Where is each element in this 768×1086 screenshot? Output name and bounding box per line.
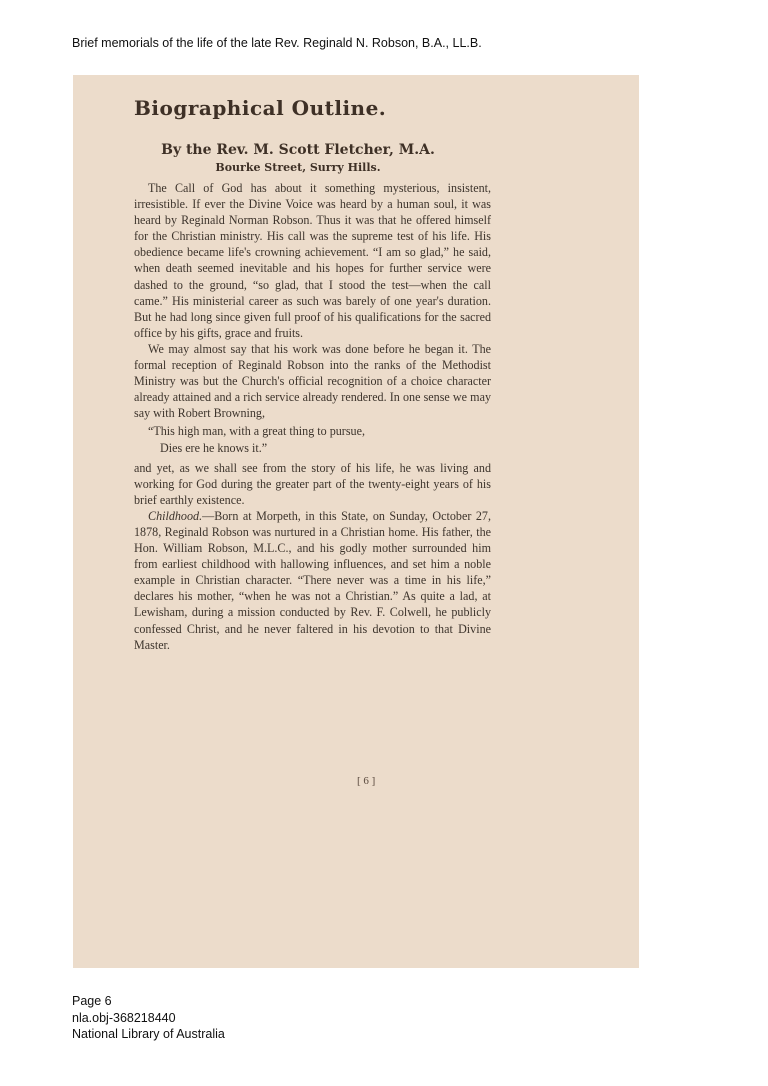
body-text [134,180,491,653]
author-byline: By the Rev. M. Scott Fletcher, M.A. [161,142,435,158]
paragraph-existence: and yet, as we shall see from the story of his life, he was living and working for God during the greater part of the twenty-eight years of his brief earthly existence. [134,460,491,507]
page-number: [ 6 ] [357,775,376,787]
paragraph-work: We may almost say that his work was done before he began it. The formal reception of Reginald Robson into the ranks of the Methodist Ministry was but the Church's official recognition of a choice character already attained and a rich service already rendered. In one sense we may say with Robert Browning, [134,341,491,421]
quote-line: “This high man, with a great thing to pursue, [148,424,365,439]
author-address: Bourke Street, Surry Hills. [215,161,381,174]
paragraph-call: The Call of God has about it something mysterious, insistent, irresistible. If ever the Divine Voice was heard by a human soul, it was heard by Reginald Norman Robson. Thus it was that he offered himself for the Christian ministry. His call was the supreme test of his life. His obedience became life's crowning achievement. “I am so glad,” he said, when death seemed inevitable and his hopes for further service were dashed to the ground, “so glad, that I stood the test—when the call came.” His ministerial career as such was barely of one year's duration. But he had long since given full proof of his qualifications for the sacred office by his gifts, grace and fruits. [134,181,491,340]
document-header: Brief memorials of the life of the late Rev. Reginald N. Robson, B.A., LL.B. [72,36,482,50]
document-footer [72,993,225,1043]
quote-line: Dies ere he knows it.” [160,440,268,455]
footer-page: Page 6 [72,994,112,1008]
section-lead: Childhood. [148,508,203,523]
browning-quote [134,423,491,455]
paragraph-childhood [134,508,491,653]
footer-object-id: nla.obj-368218440 [72,1010,176,1025]
footer-library: National Library of Australia [72,1027,225,1041]
page-title: Biographical Outline. [134,96,387,120]
childhood-text: —Born at Morpeth, in this State, on Sunday, October 27, 1878, Reginald Robson was nurtured in a Christian home. His father, the Hon. William Robson, M.L.C., and his godly mother surrounded him from earliest childhood with hallowing influences, and set him a noble example in Christian character. “There never was a time in his life,” declares his mother, “when he was not a Christian.” As quite a lad, at Lewisham, during a mission conducted by Rev. F. Colwell, he publicly confessed Christ, and he never faltered in his devotion to that Divine Master. [134,508,491,652]
